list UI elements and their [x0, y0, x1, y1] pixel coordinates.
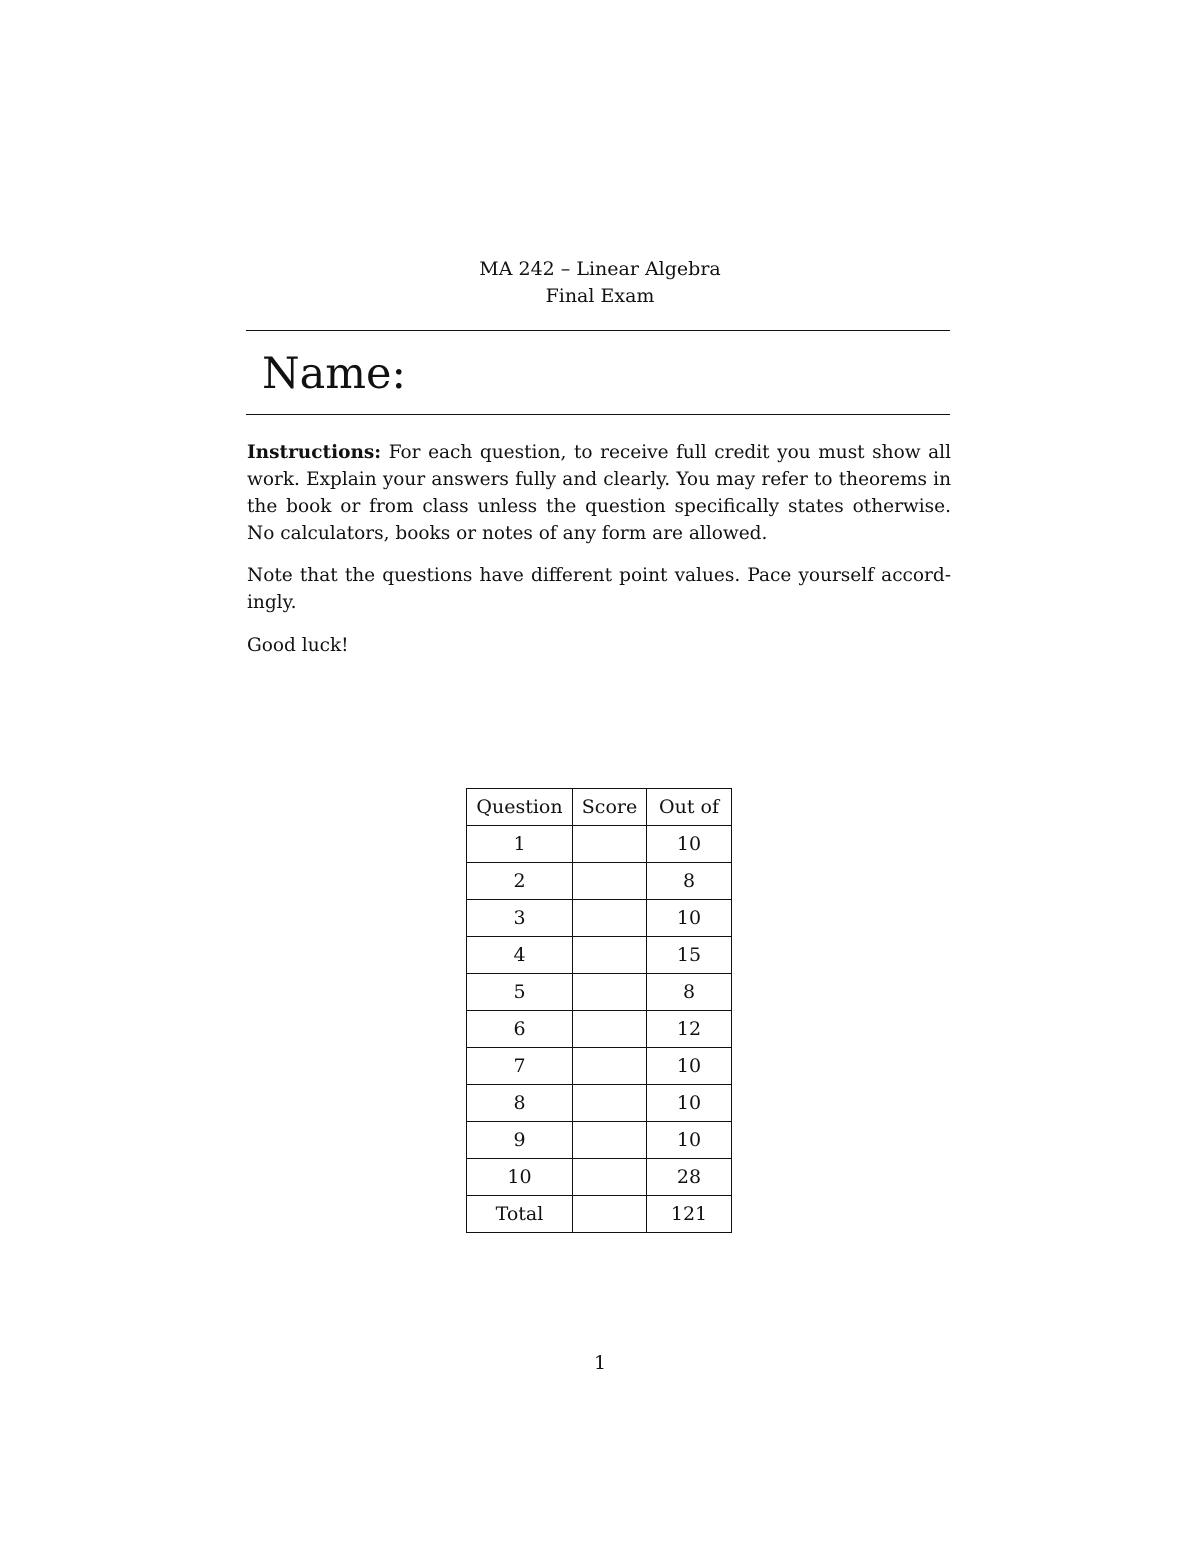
- table-row-total: [467, 1196, 732, 1233]
- out-of-cell: 10: [647, 1048, 732, 1085]
- question-cell: 2: [467, 863, 573, 900]
- header-out-of: Out of: [647, 789, 732, 826]
- out-of-cell: 12: [647, 1011, 732, 1048]
- instructions-paragraph: [247, 439, 951, 547]
- point-values-note: Note that the questions have different point values. Pace yourself accord- ingly.: [247, 565, 951, 613]
- top-divider: [246, 330, 950, 331]
- question-cell: 9: [467, 1122, 573, 1159]
- question-cell: 8: [467, 1085, 573, 1122]
- out-of-cell: 8: [647, 974, 732, 1011]
- score-cell: [573, 1159, 647, 1196]
- score-cell: [573, 974, 647, 1011]
- table-row: [467, 900, 732, 937]
- out-of-cell: 15: [647, 937, 732, 974]
- header-question: Question: [467, 789, 573, 826]
- score-cell: [573, 1122, 647, 1159]
- score-cell: [573, 1085, 647, 1122]
- bottom-divider: [246, 414, 950, 415]
- header-score: Score: [573, 789, 647, 826]
- table-row: [467, 1085, 732, 1122]
- out-of-cell: 10: [647, 1122, 732, 1159]
- score-cell: [573, 937, 647, 974]
- instructions-label: Instructions:: [247, 442, 382, 463]
- question-cell: 3: [467, 900, 573, 937]
- out-of-cell: 10: [647, 826, 732, 863]
- score-cell: [573, 826, 647, 863]
- exam-title: Final Exam: [545, 285, 655, 307]
- question-cell: 1: [467, 826, 573, 863]
- out-of-cell: 10: [647, 900, 732, 937]
- table-row: [467, 1122, 732, 1159]
- question-cell: 4: [467, 937, 573, 974]
- course-title: MA 242 – Linear Algebra: [479, 258, 721, 280]
- score-cell: [573, 863, 647, 900]
- score-cell: [573, 1196, 647, 1233]
- question-cell: 6: [467, 1011, 573, 1048]
- table-row: [467, 863, 732, 900]
- table-row: [467, 1159, 732, 1196]
- question-cell: 5: [467, 974, 573, 1011]
- instructions-text: For each question, to receive full credit you must show all work. Explain your answers fully and clearly. You may refer to theorems in the book or from class unless the question specifically states otherwise. No calculators, books or notes of any form are allowed.: [247, 442, 951, 544]
- score-table-header-row: [467, 789, 732, 826]
- score-cell: [573, 1048, 647, 1085]
- out-of-cell: 28: [647, 1159, 732, 1196]
- name-label: Name:: [262, 349, 406, 399]
- score-cell: [573, 900, 647, 937]
- question-cell: 10: [467, 1159, 573, 1196]
- out-of-cell: 121: [647, 1196, 732, 1233]
- table-row: [467, 1011, 732, 1048]
- question-cell: Total: [467, 1196, 573, 1233]
- score-cell: [573, 1011, 647, 1048]
- table-row: [467, 937, 732, 974]
- good-luck-text: Good luck!: [247, 635, 349, 656]
- out-of-cell: 10: [647, 1085, 732, 1122]
- page-number: 1: [593, 1352, 607, 1374]
- score-table: [466, 788, 732, 1233]
- exam-header: [0, 256, 1200, 310]
- table-row: [467, 826, 732, 863]
- question-cell: 7: [467, 1048, 573, 1085]
- table-row: [467, 974, 732, 1011]
- out-of-cell: 8: [647, 863, 732, 900]
- table-row: [467, 1048, 732, 1085]
